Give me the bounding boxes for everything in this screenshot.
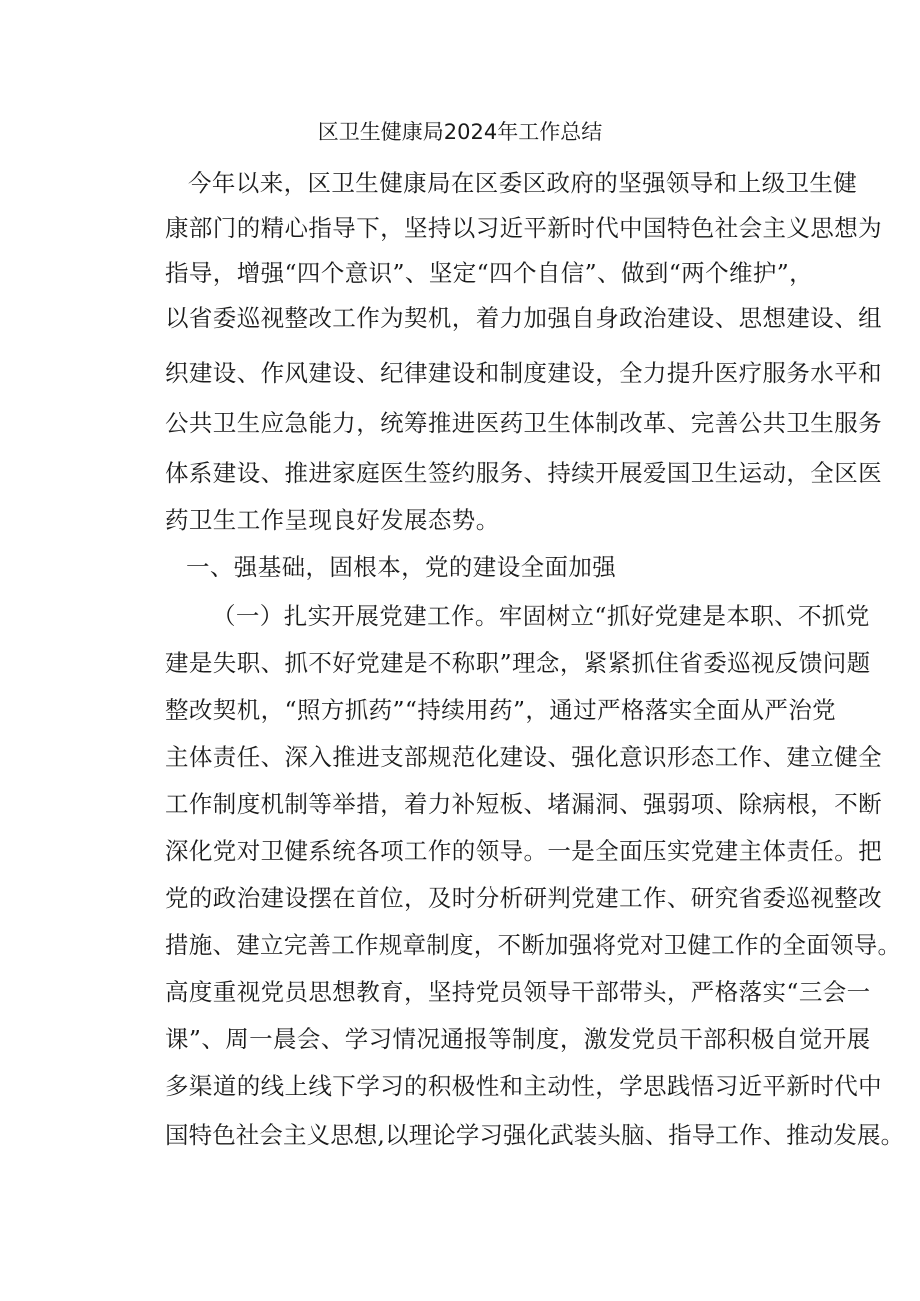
paragraph-line: 建是失职、抓不好党建是不称职”理念，紧紧抓住省委巡视反馈问题 <box>165 649 871 677</box>
paragraph-line: 指导，增强“四个意识”、坚定“四个自信”、做到“两个维护”， <box>165 259 814 287</box>
paragraph-line: 主体责任、深入推进支部规范化建设、强化意识形态工作、建立健全 <box>165 743 882 771</box>
paragraph-line: 体系建设、推进家庭医生签约服务、持续开展爱国卫生运动，全区医 <box>165 459 882 487</box>
paragraph-line: 以省委巡视整改工作为契机，着力加强自身政治建设、思想建设、组 <box>165 304 882 332</box>
paragraph-line: 课”、周一晨会、学习情况通报等制度，激发党员干部积极自觉开展 <box>165 1025 871 1053</box>
paragraph-line: 康部门的精心指导下，坚持以习近平新时代中国特色社会主义思想为 <box>165 214 882 242</box>
paragraph-line: （一）扎实开展党建工作。牢固树立“抓好党建是本职、不抓党 <box>212 602 870 630</box>
paragraph-line: 整改契机，“照方抓药”“持续用药”，通过严格落实全面从严治党 <box>165 696 837 724</box>
paragraph-line: 工作制度机制等举措，着力补短板、堵漏洞、强弱项、除病根，不断 <box>165 790 882 818</box>
paragraph-line: 高度重视党员思想教育，坚持党员领导干部带头，严格落实“三会一 <box>165 978 871 1006</box>
paragraph-line: 党的政治建设摆在首位，及时分析研判党建工作、研究省委巡视整改 <box>165 884 882 912</box>
paragraph-line: 公共卫生应急能力，统筹推进医药卫生体制改革、完善公共卫生服务 <box>165 409 882 437</box>
paragraph-line: 深化党对卫健系统各项工作的领导。一是全面压实党建主体责任。把 <box>165 837 882 865</box>
paragraph-line: 药卫生工作呈现良好发展态势。 <box>165 506 500 534</box>
paragraph-line: 国特色社会主义思想,以理论学习强化武装头脑、指导工作、推动发展。 <box>165 1121 905 1149</box>
paragraph-line: 多渠道的线上线下学习的积极性和主动性，学思践悟习近平新时代中 <box>165 1072 882 1100</box>
paragraph-line: 织建设、作风建设、纪律建设和制度建设，全力提升医疗服务水平和 <box>165 359 882 387</box>
paragraph-line: 措施、建立完善工作规章制度，不断加强将党对卫健工作的全面领导。 <box>165 931 902 959</box>
document-title: 区卫生健康局2024年工作总结 <box>317 120 603 144</box>
section-heading: 一、强基础，固根本，党的建设全面加强 <box>186 553 617 581</box>
paragraph-line: 今年以来，区卫生健康局在区委区政府的坚强领导和上级卫生健 <box>188 169 858 197</box>
